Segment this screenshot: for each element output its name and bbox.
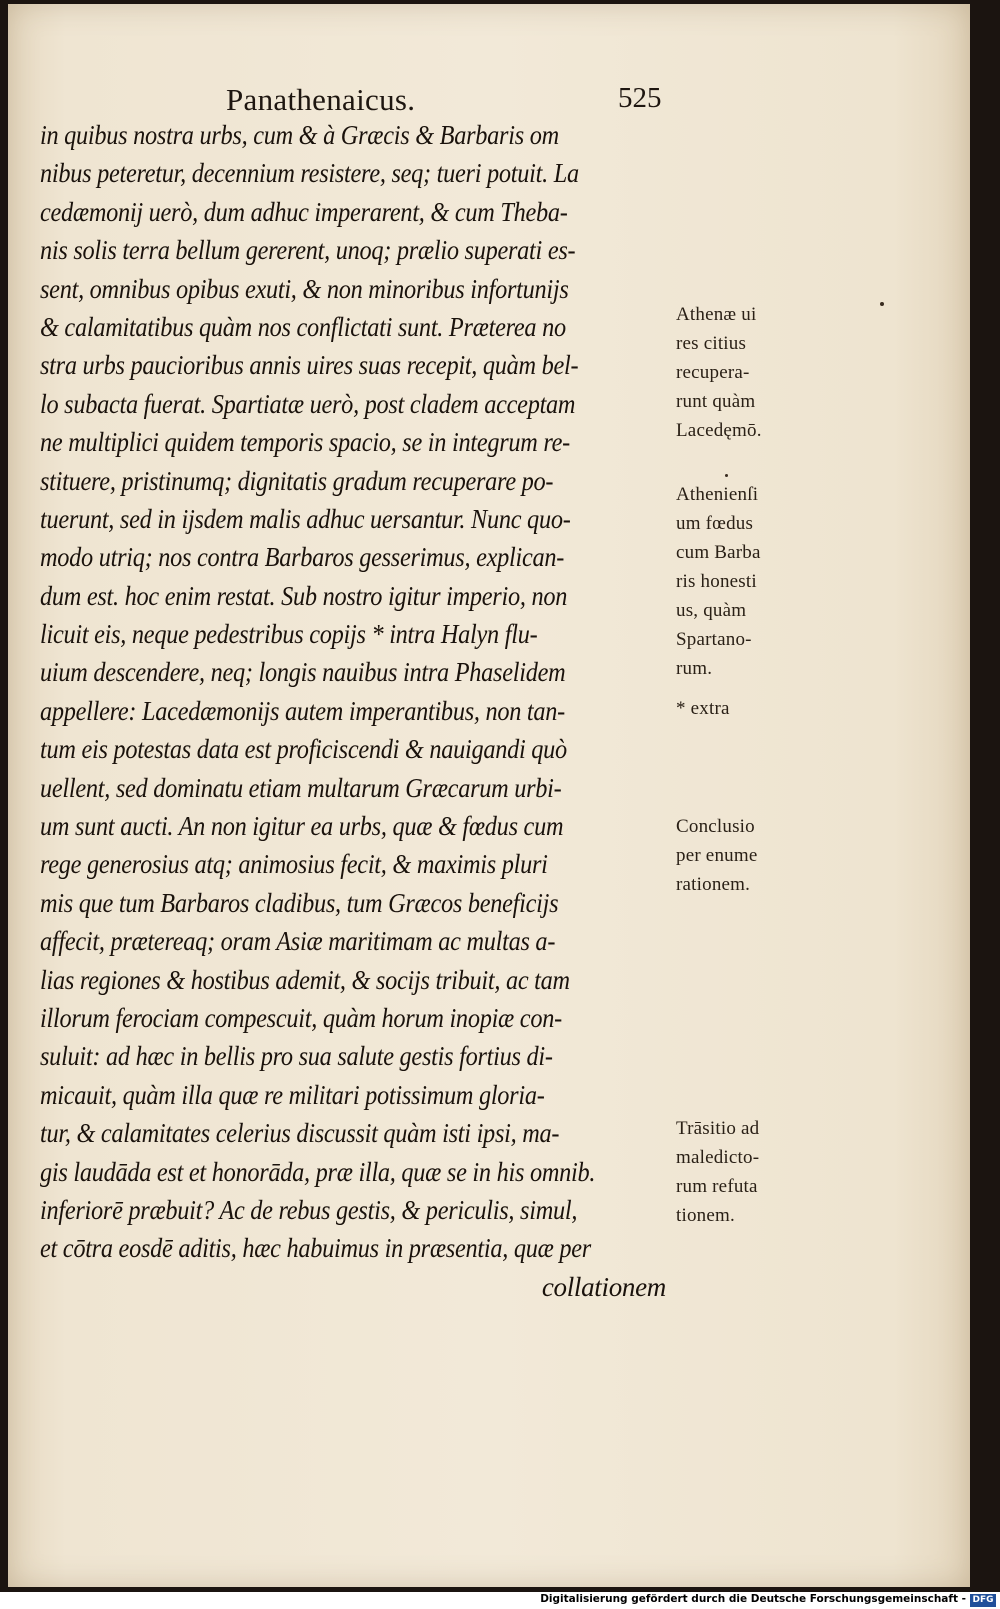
marginal-note-foedus [676, 480, 826, 683]
text-line: nibus peteretur, decennium resistere, seq; tueri potuit. La [40, 158, 579, 189]
text-line: sent, omnibus opibus exuti, & non minoribus infortunijs [40, 273, 569, 304]
marginal-note-line: rationem. [676, 874, 751, 895]
page-number: 525 [618, 82, 662, 114]
text-line: lo subacta fuerat. Spartiatæ uerò, post cladem acceptam [40, 388, 576, 419]
marginal-note-extra [676, 694, 826, 723]
marginal-note-line: recupera- [676, 362, 750, 383]
text-line: & calamitatibus quàm nos conflictati sunt. Præterea no [40, 311, 566, 342]
text-line: appellere: Lacedæmonijs autem imperantibus, non tan- [40, 695, 566, 726]
dfg-logo: DFG [970, 1594, 996, 1607]
marginal-note-line: maledicto- [676, 1147, 760, 1168]
marginal-note-athenae [676, 300, 826, 445]
text-line: stituere, pristinumq; dignitatis gradum recuperare po- [40, 465, 554, 496]
text-line: stra urbs paucioribus annis uires suas recepit, quàm bel- [40, 350, 579, 381]
marginal-note-line: ris honesti [676, 571, 757, 592]
marginal-note-line: Lacedęmō. [676, 420, 762, 441]
text-line: tum eis potestas data est proficiscendi & nauigandi quò [40, 734, 567, 765]
marginal-notes [676, 4, 826, 1587]
text-line: micauit, quàm illa quæ re militari potissimum gloria- [40, 1079, 545, 1110]
marginal-note-line: Trāsitio ad [676, 1118, 760, 1139]
marginal-note-line: Athenienſi [676, 484, 759, 505]
ink-speck [880, 302, 884, 306]
marginal-note-line: cum Barba [676, 542, 761, 563]
text-line: licuit eis, neque pedestribus copijs * intra Halyn flu- [40, 619, 538, 650]
text-line: et cōtra eosdē aditis, hæc habuimus in præsentia, quæ per [40, 1233, 591, 1264]
running-head-title: Panathenaicus. [226, 82, 416, 117]
marginal-note-line: per enume [676, 845, 758, 866]
text-line: illorum ferociam compescuit, quàm horum inopiæ con- [40, 1002, 562, 1033]
main-text-block [40, 116, 690, 1306]
text-line: affecit, prætereaq; oram Asiæ maritimam ac multas a- [40, 926, 556, 957]
text-line: tur, & calamitates celerius discussit quàm isti ipsi, ma- [40, 1118, 560, 1149]
marginal-note-line: res citius [676, 333, 747, 354]
text-line: in quibus nostra urbs, cum & à Græcis & Barbaris om [40, 120, 559, 150]
marginal-note-transitio [676, 1114, 826, 1230]
book-page [8, 4, 970, 1587]
text-line: um sunt aucti. An non igitur ea urbs, quæ & fœdus cum [40, 811, 564, 842]
marginal-note-line: * extra [676, 698, 730, 719]
marginal-note-line: tionem. [676, 1205, 735, 1226]
text-line: rege generosius atq; animosius fecit, & maximis pluri [40, 849, 548, 880]
text-line: tuerunt, sed in ijsdem malis adhuc uersantur. Nunc quo- [40, 503, 571, 534]
text-line: dum est. hoc enim restat. Sub nostro igitur imperio, non [40, 580, 568, 611]
marginal-note-conclusio [676, 812, 826, 899]
marginal-note-line: us, quàm [676, 600, 747, 621]
marginal-note-line: um fœdus [676, 513, 754, 534]
text-line: gis laudāda est et honorāda, præ illa, quæ se in his omnib. [40, 1156, 596, 1187]
text-line: ne multiplici quidem temporis spacio, se in integrum re- [40, 427, 570, 458]
marginal-note-line: rum refuta [676, 1176, 758, 1197]
marginal-note-line: Spartano- [676, 629, 752, 650]
text-line: modo utriq; nos contra Barbaros gesserimus, explican- [40, 542, 565, 573]
text-line: inferiorē præbuit? Ac de rebus gestis, & periculis, simul, [40, 1194, 578, 1225]
text-line: cedæmonij uerò, dum adhuc imperarent, & cum Theba- [40, 196, 568, 227]
text-line: mis que tum Barbaros cladibus, tum Græcos beneficijs [40, 887, 559, 918]
digitization-footer [0, 1592, 1000, 1609]
text-line: collationem [541, 1271, 666, 1302]
marginal-note-line: Conclusio [676, 816, 755, 837]
marginal-note-line: rum. [676, 658, 713, 679]
text-line: nis solis terra bellum gererent, unoq; prælio superati es- [40, 235, 576, 266]
marginal-note-line: runt quàm [676, 391, 756, 412]
ink-speck [725, 474, 728, 477]
text-line: uellent, sed dominatu etiam multarum Græcarum urbi- [40, 772, 562, 803]
text-line: suluit: ad hæc in bellis pro sua salute gestis fortius di- [40, 1041, 553, 1072]
footer-credit-text: Digitalisierung gefördert durch die Deutsche Forschungsgemeinschaft - [540, 1593, 966, 1605]
text-line: lias regiones & hostibus ademit, & socijs tribuit, ac tam [40, 964, 570, 995]
marginal-note-line: Athenæ ui [676, 304, 757, 325]
text-line: uium descendere, neq; longis nauibus intra Phaselidem [40, 657, 566, 688]
